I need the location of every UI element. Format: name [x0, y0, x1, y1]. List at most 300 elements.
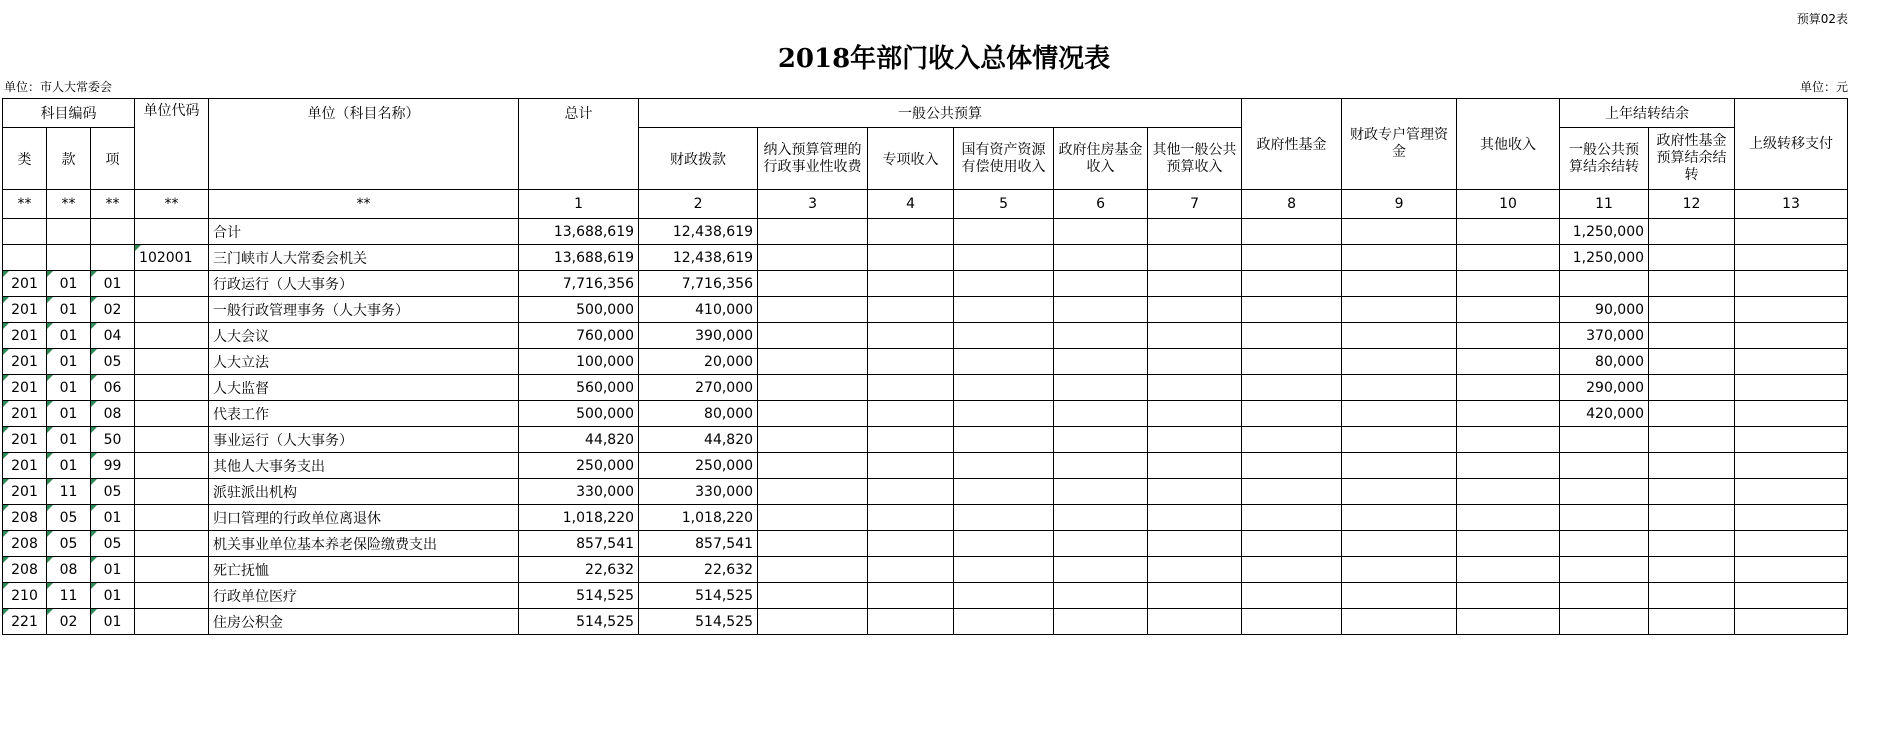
cell-xiang: 05: [91, 349, 135, 375]
cell-special: [868, 505, 954, 531]
cell-unit-name: 三门峡市人大常委会机关: [209, 245, 519, 271]
cell-kuan: 02: [47, 609, 91, 635]
cell-other-income: [1457, 583, 1560, 609]
cell-total: 514,525: [519, 583, 639, 609]
cell-other-general: [1148, 401, 1242, 427]
cell-unit-name: 其他人大事务支出: [209, 453, 519, 479]
cell-fiscal-special: [1342, 583, 1457, 609]
index-cell: **: [135, 190, 209, 219]
cell-carry-general: [1560, 479, 1649, 505]
income-table: [2, 98, 1848, 635]
cell-admin-fee: [758, 609, 868, 635]
header-other-income: 其他收入: [1457, 99, 1560, 190]
cell-unit-name: 死亡抚恤: [209, 557, 519, 583]
cell-gov-fund: [1242, 557, 1342, 583]
cell-fiscal-special: [1342, 219, 1457, 245]
cell-other-general: [1148, 531, 1242, 557]
cell-other-income: [1457, 245, 1560, 271]
cell-housing-fund: [1054, 427, 1148, 453]
header-unit-code: 单位代码: [135, 99, 209, 190]
cell-unit-name: 机关事业单位基本养老保险缴费支出: [209, 531, 519, 557]
cell-fiscal: 250,000: [639, 453, 758, 479]
cell-carry-gov-fund: [1649, 323, 1735, 349]
cell-unit-code: [135, 349, 209, 375]
cell-gov-fund: [1242, 271, 1342, 297]
cell-other-income: [1457, 323, 1560, 349]
cell-special: [868, 219, 954, 245]
cell-housing-fund: [1054, 453, 1148, 479]
cell-admin-fee: [758, 349, 868, 375]
cell-admin-fee: [758, 453, 868, 479]
cell-total: 330,000: [519, 479, 639, 505]
cell-admin-fee: [758, 219, 868, 245]
cell-lei: [3, 245, 47, 271]
cell-other-general: [1148, 427, 1242, 453]
cell-kuan: 01: [47, 323, 91, 349]
cell-lei: 221: [3, 609, 47, 635]
cell-unit-code: [135, 479, 209, 505]
cell-fiscal: 857,541: [639, 531, 758, 557]
cell-fiscal-special: [1342, 453, 1457, 479]
cell-housing-fund: [1054, 349, 1148, 375]
cell-kuan: 11: [47, 583, 91, 609]
index-cell: 3: [758, 190, 868, 219]
cell-other-general: [1148, 505, 1242, 531]
cell-kuan: 01: [47, 453, 91, 479]
cell-fiscal-special: [1342, 505, 1457, 531]
cell-special: [868, 453, 954, 479]
cell-special: [868, 375, 954, 401]
cell-carry-general: 80,000: [1560, 349, 1649, 375]
cell-xiang: 05: [91, 479, 135, 505]
cell-carry-gov-fund: [1649, 271, 1735, 297]
cell-upper-transfer: [1735, 219, 1848, 245]
cell-upper-transfer: [1735, 401, 1848, 427]
cell-other-income: [1457, 297, 1560, 323]
index-cell: 8: [1242, 190, 1342, 219]
cell-gov-fund: [1242, 297, 1342, 323]
cell-total: 560,000: [519, 375, 639, 401]
cell-fiscal-special: [1342, 349, 1457, 375]
cell-special: [868, 427, 954, 453]
cell-upper-transfer: [1735, 349, 1848, 375]
cell-other-general: [1148, 453, 1242, 479]
index-cell: 7: [1148, 190, 1242, 219]
header-unit-name: 单位（科目名称）: [209, 99, 519, 190]
cell-admin-fee: [758, 583, 868, 609]
cell-lei: 201: [3, 349, 47, 375]
header-carryover: 上年结转结余: [1560, 99, 1735, 128]
cell-other-general: [1148, 375, 1242, 401]
cell-housing-fund: [1054, 479, 1148, 505]
cell-state-asset: [954, 505, 1054, 531]
unit-label-right: 单位：元: [1799, 80, 1848, 94]
cell-admin-fee: [758, 245, 868, 271]
cell-special: [868, 271, 954, 297]
cell-xiang: 01: [91, 583, 135, 609]
cell-unit-name: 合计: [209, 219, 519, 245]
cell-housing-fund: [1054, 505, 1148, 531]
cell-xiang: 01: [91, 557, 135, 583]
index-cell: 6: [1054, 190, 1148, 219]
cell-xiang: 99: [91, 453, 135, 479]
cell-other-general: [1148, 245, 1242, 271]
cell-unit-code: [135, 375, 209, 401]
cell-admin-fee: [758, 531, 868, 557]
cell-fiscal: 514,525: [639, 583, 758, 609]
cell-other-general: [1148, 297, 1242, 323]
cell-other-general: [1148, 583, 1242, 609]
cell-upper-transfer: [1735, 297, 1848, 323]
cell-other-general: [1148, 219, 1242, 245]
cell-xiang: 05: [91, 531, 135, 557]
cell-fiscal-special: [1342, 557, 1457, 583]
cell-xiang: 08: [91, 401, 135, 427]
cell-other-income: [1457, 271, 1560, 297]
cell-carry-general: [1560, 531, 1649, 557]
cell-xiang: 50: [91, 427, 135, 453]
cell-xiang: 02: [91, 297, 135, 323]
cell-upper-transfer: [1735, 531, 1848, 557]
table-row: [3, 531, 1848, 557]
cell-fiscal-special: [1342, 401, 1457, 427]
cell-unit-name: 人大会议: [209, 323, 519, 349]
cell-xiang: 01: [91, 609, 135, 635]
cell-gov-fund: [1242, 349, 1342, 375]
cell-gov-fund: [1242, 609, 1342, 635]
cell-special: [868, 531, 954, 557]
cell-lei: [3, 219, 47, 245]
cell-xiang: [91, 245, 135, 271]
cell-upper-transfer: [1735, 427, 1848, 453]
cell-housing-fund: [1054, 219, 1148, 245]
cell-kuan: 08: [47, 557, 91, 583]
table-row: [3, 427, 1848, 453]
cell-upper-transfer: [1735, 479, 1848, 505]
cell-fiscal: 12,438,619: [639, 219, 758, 245]
cell-other-general: [1148, 271, 1242, 297]
table-row: [3, 245, 1848, 271]
cell-fiscal-special: [1342, 297, 1457, 323]
header-admin-fee: 纳入预算管理的行政事业性收费: [758, 128, 868, 190]
page-title: 2018年部门收入总体情况表: [777, 44, 1111, 74]
cell-upper-transfer: [1735, 609, 1848, 635]
cell-lei: 201: [3, 271, 47, 297]
cell-upper-transfer: [1735, 557, 1848, 583]
cell-other-general: [1148, 479, 1242, 505]
cell-fiscal: 80,000: [639, 401, 758, 427]
cell-other-income: [1457, 401, 1560, 427]
cell-unit-name: 住房公积金: [209, 609, 519, 635]
table-row: [3, 453, 1848, 479]
cell-unit-code: [135, 297, 209, 323]
cell-fiscal: 22,632: [639, 557, 758, 583]
cell-other-income: [1457, 609, 1560, 635]
cell-xiang: 04: [91, 323, 135, 349]
cell-housing-fund: [1054, 609, 1148, 635]
cell-housing-fund: [1054, 557, 1148, 583]
cell-gov-fund: [1242, 323, 1342, 349]
cell-unit-code: [135, 427, 209, 453]
cell-carry-general: [1560, 583, 1649, 609]
cell-unit-code: [135, 583, 209, 609]
cell-carry-general: 370,000: [1560, 323, 1649, 349]
index-cell: 1: [519, 190, 639, 219]
header-xiang: 项: [91, 128, 135, 190]
cell-lei: 201: [3, 479, 47, 505]
cell-state-asset: [954, 557, 1054, 583]
cell-other-general: [1148, 323, 1242, 349]
cell-lei: 208: [3, 505, 47, 531]
cell-carry-gov-fund: [1649, 401, 1735, 427]
header-total: 总计: [519, 99, 639, 190]
cell-housing-fund: [1054, 375, 1148, 401]
cell-special: [868, 297, 954, 323]
cell-unit-code: [135, 401, 209, 427]
cell-housing-fund: [1054, 245, 1148, 271]
index-cell: 2: [639, 190, 758, 219]
cell-lei: 201: [3, 401, 47, 427]
cell-state-asset: [954, 219, 1054, 245]
cell-gov-fund: [1242, 375, 1342, 401]
cell-xiang: 01: [91, 271, 135, 297]
cell-carry-general: [1560, 609, 1649, 635]
cell-unit-code: [135, 609, 209, 635]
cell-carry-general: 1,250,000: [1560, 219, 1649, 245]
cell-carry-general: [1560, 453, 1649, 479]
cell-housing-fund: [1054, 401, 1148, 427]
cell-other-income: [1457, 375, 1560, 401]
cell-total: 7,716,356: [519, 271, 639, 297]
cell-state-asset: [954, 349, 1054, 375]
index-cell: 4: [868, 190, 954, 219]
cell-other-income: [1457, 219, 1560, 245]
cell-lei: 201: [3, 453, 47, 479]
table-row: [3, 583, 1848, 609]
cell-admin-fee: [758, 401, 868, 427]
index-cell: **: [209, 190, 519, 219]
cell-carry-general: [1560, 271, 1649, 297]
cell-carry-gov-fund: [1649, 427, 1735, 453]
cell-carry-general: [1560, 557, 1649, 583]
cell-other-income: [1457, 557, 1560, 583]
cell-unit-name: 事业运行（人大事务）: [209, 427, 519, 453]
cell-state-asset: [954, 245, 1054, 271]
cell-other-general: [1148, 349, 1242, 375]
cell-kuan: 01: [47, 297, 91, 323]
cell-kuan: [47, 219, 91, 245]
cell-gov-fund: [1242, 401, 1342, 427]
cell-gov-fund: [1242, 453, 1342, 479]
cell-fiscal: 330,000: [639, 479, 758, 505]
cell-unit-name: 行政单位医疗: [209, 583, 519, 609]
cell-state-asset: [954, 375, 1054, 401]
header-fiscal-special: 财政专户管理资金: [1342, 99, 1457, 190]
cell-unit-name: 派驻派出机构: [209, 479, 519, 505]
table-row: [3, 609, 1848, 635]
cell-unit-name: 一般行政管理事务（人大事务）: [209, 297, 519, 323]
table-row: [3, 505, 1848, 531]
header-gov-fund: 政府性基金: [1242, 99, 1342, 190]
cell-carry-general: 90,000: [1560, 297, 1649, 323]
cell-kuan: [47, 245, 91, 271]
cell-upper-transfer: [1735, 271, 1848, 297]
cell-carry-gov-fund: [1649, 375, 1735, 401]
cell-fiscal-special: [1342, 531, 1457, 557]
header-carry-gov-fund: 政府性基金预算结余结转: [1649, 128, 1735, 190]
cell-fiscal: 1,018,220: [639, 505, 758, 531]
cell-carry-general: 290,000: [1560, 375, 1649, 401]
cell-special: [868, 609, 954, 635]
cell-housing-fund: [1054, 323, 1148, 349]
index-cell: 12: [1649, 190, 1735, 219]
cell-other-income: [1457, 453, 1560, 479]
cell-special: [868, 323, 954, 349]
cell-fiscal: 20,000: [639, 349, 758, 375]
cell-admin-fee: [758, 323, 868, 349]
cell-lei: 208: [3, 557, 47, 583]
cell-carry-gov-fund: [1649, 609, 1735, 635]
cell-fiscal: 514,525: [639, 609, 758, 635]
header-general-budget: 一般公共预算: [639, 99, 1242, 128]
form-number: 预算02表: [1796, 12, 1848, 26]
cell-carry-general: 420,000: [1560, 401, 1649, 427]
cell-special: [868, 557, 954, 583]
cell-unit-name: 人大监督: [209, 375, 519, 401]
cell-unit-code: [135, 505, 209, 531]
cell-admin-fee: [758, 557, 868, 583]
table-row: [3, 297, 1848, 323]
cell-total: 13,688,619: [519, 219, 639, 245]
index-cell: **: [47, 190, 91, 219]
cell-kuan: 11: [47, 479, 91, 505]
cell-unit-code: [135, 531, 209, 557]
cell-carry-gov-fund: [1649, 505, 1735, 531]
header-lei: 类: [3, 128, 47, 190]
cell-unit-name: 人大立法: [209, 349, 519, 375]
cell-other-income: [1457, 427, 1560, 453]
cell-xiang: [91, 219, 135, 245]
cell-total: 500,000: [519, 401, 639, 427]
cell-carry-gov-fund: [1649, 583, 1735, 609]
index-cell: 9: [1342, 190, 1457, 219]
cell-lei: 208: [3, 531, 47, 557]
cell-state-asset: [954, 427, 1054, 453]
cell-other-general: [1148, 557, 1242, 583]
cell-other-income: [1457, 349, 1560, 375]
cell-lei: 210: [3, 583, 47, 609]
cell-carry-general: [1560, 505, 1649, 531]
cell-lei: 201: [3, 375, 47, 401]
cell-xiang: 01: [91, 505, 135, 531]
cell-carry-general: 1,250,000: [1560, 245, 1649, 271]
cell-total: 100,000: [519, 349, 639, 375]
cell-carry-gov-fund: [1649, 245, 1735, 271]
cell-kuan: 01: [47, 349, 91, 375]
cell-gov-fund: [1242, 505, 1342, 531]
cell-gov-fund: [1242, 583, 1342, 609]
table-row: [3, 219, 1848, 245]
cell-unit-code: 102001: [135, 245, 209, 271]
cell-kuan: 01: [47, 375, 91, 401]
cell-fiscal: 410,000: [639, 297, 758, 323]
cell-carry-gov-fund: [1649, 453, 1735, 479]
cell-gov-fund: [1242, 245, 1342, 271]
cell-other-income: [1457, 505, 1560, 531]
cell-state-asset: [954, 609, 1054, 635]
cell-upper-transfer: [1735, 453, 1848, 479]
header-housing-fund: 政府住房基金收入: [1054, 128, 1148, 190]
cell-carry-gov-fund: [1649, 531, 1735, 557]
header-fiscal: 财政拨款: [639, 128, 758, 190]
index-cell: 11: [1560, 190, 1649, 219]
header-carry-general: 一般公共预算结余结转: [1560, 128, 1649, 190]
cell-carry-gov-fund: [1649, 349, 1735, 375]
cell-unit-code: [135, 453, 209, 479]
cell-gov-fund: [1242, 531, 1342, 557]
cell-total: 760,000: [519, 323, 639, 349]
cell-upper-transfer: [1735, 375, 1848, 401]
cell-unit-code: [135, 219, 209, 245]
cell-state-asset: [954, 271, 1054, 297]
cell-carry-gov-fund: [1649, 219, 1735, 245]
cell-fiscal-special: [1342, 323, 1457, 349]
cell-admin-fee: [758, 271, 868, 297]
cell-lei: 201: [3, 427, 47, 453]
header-subject-code: 科目编码: [3, 99, 135, 128]
cell-gov-fund: [1242, 427, 1342, 453]
cell-state-asset: [954, 583, 1054, 609]
column-index-row: [3, 190, 1848, 219]
cell-total: 13,688,619: [519, 245, 639, 271]
cell-state-asset: [954, 531, 1054, 557]
cell-fiscal-special: [1342, 427, 1457, 453]
cell-special: [868, 401, 954, 427]
cell-kuan: 05: [47, 531, 91, 557]
cell-housing-fund: [1054, 583, 1148, 609]
header-special: 专项收入: [868, 128, 954, 190]
cell-carry-gov-fund: [1649, 479, 1735, 505]
cell-other-income: [1457, 531, 1560, 557]
cell-lei: 201: [3, 323, 47, 349]
cell-total: 44,820: [519, 427, 639, 453]
cell-carry-gov-fund: [1649, 557, 1735, 583]
cell-xiang: 06: [91, 375, 135, 401]
unit-label-left: 单位：市人大常委会: [4, 80, 113, 94]
cell-housing-fund: [1054, 297, 1148, 323]
cell-state-asset: [954, 323, 1054, 349]
table-row: [3, 479, 1848, 505]
cell-state-asset: [954, 401, 1054, 427]
cell-kuan: 01: [47, 271, 91, 297]
header-other-general: 其他一般公共预算收入: [1148, 128, 1242, 190]
cell-total: 250,000: [519, 453, 639, 479]
header-upper-transfer: 上级转移支付: [1735, 99, 1848, 190]
cell-unit-name: 代表工作: [209, 401, 519, 427]
table-row: [3, 401, 1848, 427]
cell-carry-gov-fund: [1649, 297, 1735, 323]
cell-special: [868, 349, 954, 375]
cell-total: 22,632: [519, 557, 639, 583]
header-kuan: 款: [47, 128, 91, 190]
cell-special: [868, 479, 954, 505]
table-row: [3, 349, 1848, 375]
cell-total: 500,000: [519, 297, 639, 323]
cell-housing-fund: [1054, 271, 1148, 297]
cell-fiscal: 44,820: [639, 427, 758, 453]
cell-other-income: [1457, 479, 1560, 505]
cell-admin-fee: [758, 297, 868, 323]
